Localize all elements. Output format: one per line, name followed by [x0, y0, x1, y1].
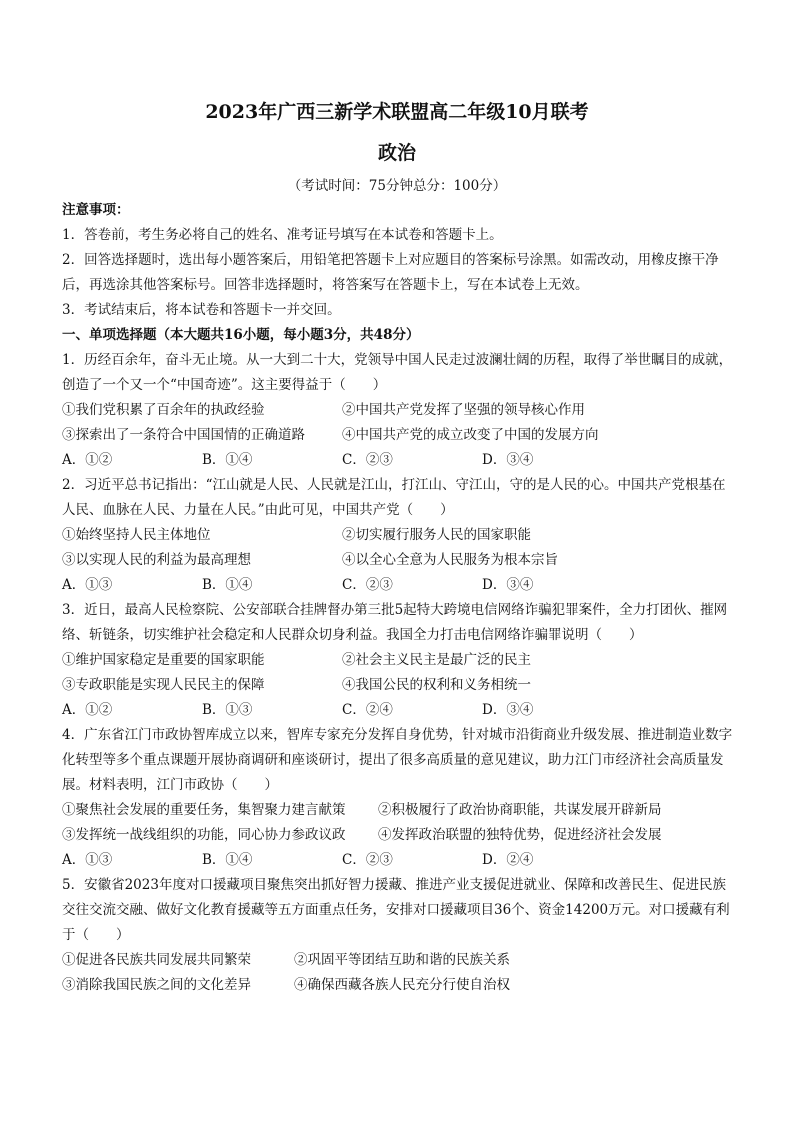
choice-b: B．①④ — [202, 452, 253, 468]
section-heading: 一、单项选择题（本大题共16小题，每小题3分，共48分） — [62, 327, 420, 343]
statement: ①我们党积累了百余年的执政经验 — [62, 402, 265, 418]
choice-d: D．②④ — [482, 852, 534, 868]
statement: ①促进各民族共同发展共同繁荣 — [62, 952, 251, 968]
choice-a: A．①③ — [62, 577, 113, 593]
choice-a: A．①② — [62, 702, 113, 718]
statement: ②中国共产党发挥了坚强的领导核心作用 — [342, 402, 585, 418]
question-1-stem: 1．历经百余年，奋斗无止境。从一大到二十大，党领导中国人民走过波澜壮阔的历程，取得了举世瞩目的成就，创造了一个又一个“中国奇迹”。这主要得益于（ ） — [62, 352, 733, 393]
statement: ④发挥政治联盟的独特优势，促进经济社会发展 — [378, 827, 662, 843]
notice-heading: 注意事项： — [62, 202, 130, 218]
question-5-statements-b — [62, 973, 734, 998]
choice-a: A．①③ — [62, 852, 113, 868]
choice-d: D．③④ — [482, 452, 534, 468]
choice-c: C．②③ — [342, 577, 393, 593]
statement: ①维护国家稳定是重要的国家职能 — [62, 652, 265, 668]
notice-item-1: 1．答卷前，考生务必将自己的姓名、准考证号填写在本试卷和答题卡上。 — [62, 227, 503, 243]
statement: ③发挥统一战线组织的功能，同心协力参政议政 — [62, 827, 346, 843]
statement: ①始终坚持人民主体地位 — [62, 527, 211, 543]
question-5-stem: 5．安徽省2023年度对口援藏项目聚焦突出抓好智力援藏、推进产业支援促进就业、保障和改善民生、促进民族交往交流交融、做好文化教育援藏等五方面重点任务，安排对口援藏项目36个、资金14200万元。对口援藏有利于（ ） — [62, 877, 730, 943]
question-4-choices — [62, 848, 734, 873]
question-2-stem: 2．习近平总书记指出：“江山就是人民、人民就是江山，打江山、守江山，守的是人民的心。中国共产党根基在人民、血脉在人民、力量在人民。”由此可见，中国共产党（ ） — [62, 477, 726, 518]
question-3-stem: 3．近日，最高人民检察院、公安部联合挂牌督办第三批5起特大跨境电信网络诈骗犯罪案件，全力打团伙、摧网络、斩链条，切实维护社会稳定和人民群众切身利益。我国全力打击电信网络诈骗罪说明（ ） — [62, 602, 728, 643]
statement: ②巩固平等团结互助和谐的民族关系 — [294, 952, 510, 968]
question-4-statements-b — [62, 823, 734, 848]
statement: ④确保西藏各族人民充分行使自治权 — [294, 977, 510, 993]
statement: ④我国公民的权利和义务相统一 — [342, 677, 531, 693]
statement: ①聚焦社会发展的重要任务，集智聚力建言献策 — [62, 802, 346, 818]
exam-info: （考试时间：75分钟总分：100分） — [287, 178, 507, 194]
exam-subject: 政治 — [377, 142, 416, 164]
question-3-statements-a — [62, 648, 734, 673]
choice-b: B．①④ — [202, 577, 253, 593]
choice-c: C．②④ — [342, 702, 393, 718]
exam-title: 2023年广西三新学术联盟高二年级10月联考 — [205, 101, 589, 123]
statement: ③探索出了一条符合中国国情的正确道路 — [62, 427, 305, 443]
question-1-choices — [62, 448, 734, 473]
choice-a: A．①② — [62, 452, 113, 468]
choice-d: D．③④ — [482, 702, 534, 718]
question-3-choices — [62, 698, 734, 723]
question-4-stem: 4．广东省江门市政协智库成立以来，智库专家充分发挥自身优势，针对城市沿街商业升级发展、推进制造业数字化转型等多个重点课题开展协商调研和座谈研讨，提出了很多高质量的意见建议，助力江门市经济社会高质量发展。材料表明，江门市政协（ ） — [62, 727, 733, 793]
choice-c: C．②③ — [342, 452, 393, 468]
statement: ④以全心全意为人民服务为根本宗旨 — [342, 552, 558, 568]
notice-item-3: 3．考试结束后，将本试卷和答题卡一并交回。 — [62, 302, 341, 318]
statement: ③以实现人民的利益为最高理想 — [62, 552, 251, 568]
exam-content — [62, 198, 734, 998]
notice-item-2: 2．回答选择题时，选出每小题答案后，用铅笔把答题卡上对应题目的答案标号涂黑。如需改动，用橡皮擦干净后，再选涂其他答案标号。回答非选择题时，将答案写在答题卡上，写在本试卷上无效。 — [62, 252, 719, 293]
statement: ③消除我国民族之间的文化差异 — [62, 977, 251, 993]
question-3-statements-b — [62, 673, 734, 698]
question-1-statements-a — [62, 398, 734, 423]
choice-b: B．①④ — [202, 852, 253, 868]
statement: ④中国共产党的成立改变了中国的发展方向 — [342, 427, 599, 443]
statement: ③专政职能是实现人民民主的保障 — [62, 677, 265, 693]
question-4-statements-a — [62, 798, 734, 823]
question-2-statements-b — [62, 548, 734, 573]
statement: ②积极履行了政治协商职能，共谋发展开辟新局 — [378, 802, 662, 818]
statement: ②切实履行服务人民的国家职能 — [342, 527, 531, 543]
choice-b: B．①③ — [202, 702, 253, 718]
question-2-choices — [62, 573, 734, 598]
choice-c: C．②③ — [342, 852, 393, 868]
choice-d: D．③④ — [482, 577, 534, 593]
question-1-statements-b — [62, 423, 734, 448]
question-5-statements-a — [62, 948, 734, 973]
question-2-statements-a — [62, 523, 734, 548]
statement: ②社会主义民主是最广泛的民主 — [342, 652, 531, 668]
